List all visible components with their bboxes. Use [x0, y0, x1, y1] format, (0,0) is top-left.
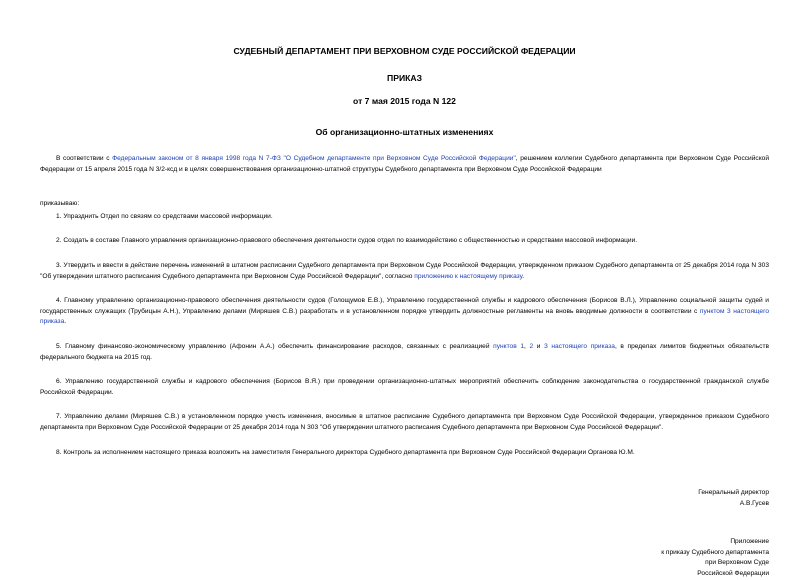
clause-1-link[interactable]: пунктов 1 [493, 342, 525, 350]
intro-text-1: В соответствии с [56, 155, 113, 162]
clause-3-order-link[interactable]: 3 настоящего приказа [544, 342, 615, 350]
item-5-text-1: 5. Главному финансово-экономическому управлению (Афонин А.А.) обеспечить финансирование расходов, связанных с реализацией [56, 342, 494, 350]
signatory-name: А.В.Гусев [739, 499, 769, 507]
item-8: 8. Контроль за исполнением настоящего приказа возложить на заместителя Генерального директора Судебного департамента при Верховном Суде Российской Федерации Органова Ю.М. [56, 448, 635, 456]
clause-2-link[interactable]: 2 [529, 342, 534, 350]
appendix-link[interactable]: приложению к настоящему приказу [414, 272, 523, 280]
item-7: 7. Управлению делами (Миряшев С.В.) в установленном порядке учесть изменения, вносимые в штатное расписание Судебного департамента при Верховном Суде Российской Федерации, утвержденное приказом Судебного департамента при Верховном Суде Российской Федерации от 25 декабря 2014 года N 303 "Об утверждении штатного расписания Судебного департамента при Верховном Суде Российской Федерации". [40, 413, 769, 431]
appendix-line-3: при Верховном Суде [705, 559, 769, 567]
appendix-line-4: Российской Федерации [697, 570, 769, 578]
signatory-position: Генеральный директор [698, 489, 769, 497]
signature-block [40, 488, 769, 509]
item-3 [40, 261, 769, 282]
item-3-text-2: . [522, 272, 525, 280]
intro-paragraph [40, 154, 769, 175]
intro-text-2: , решением коллегии Судебного департамента при Верховном Суде Российской Федерации от 15 апреля 2015 года N 3/2-ксд и в целях совершенствования организационно-штатной структуры Судебного департамента при Верховном Суде Российской Федерации [40, 155, 770, 173]
document-subject: Об организационно-штатных изменениях [315, 127, 494, 137]
item-5 [40, 342, 769, 363]
item-6: 6. Управлению государственной службы и кадрового обеспечения (Борисов В.Я.) при проведении организационно-штатных мероприятий обеспечить соблюдение законодательства о государственной гражданской службе Российской Федерации. [40, 378, 769, 396]
item-5-text-2: , в пределах лимитов бюджетных обязательств федерального бюджета на 2015 год. [40, 342, 769, 361]
federal-law-link[interactable]: Федеральным законом от 8 января 1998 года N 7-ФЗ "О Судебном департаменте при Верховном Суде Российской Федерации" [112, 155, 516, 162]
clause-3-link[interactable]: пунктом 3 настоящего приказа [40, 307, 769, 326]
item-4 [40, 296, 769, 328]
item-4-text-2: . [64, 318, 67, 326]
decree-word: приказываю: [40, 200, 80, 208]
item-5-sep-1: , [524, 342, 530, 350]
appendix-line-1: Приложение [730, 538, 769, 546]
appendix-line-2: к приказу Судебного департамента [661, 548, 769, 556]
item-1: 1. Упразднить Отдел по связям со средствами массовой информации. [56, 212, 273, 220]
organization-title: СУДЕБНЫЙ ДЕПАРТАМЕНТ ПРИ ВЕРХОВНОМ СУДЕ РОССИЙСКОЙ ФЕДЕРАЦИИ [233, 46, 576, 56]
document-date-number: от 7 мая 2015 года N 122 [353, 96, 456, 106]
item-5-sep-2: и [533, 342, 545, 350]
item-3-text-1: 3. Утвердить и ввести в действие перечень изменений в штатном расписании Судебного департамента при Верховном Суде Российской Федерации, утвержденном приказом Судебного департамента от 25 декабря 2014 года N 303 "Об утверждении штатного расписания Судебного департамента при Верховном Суде Российской Федерации", согласно [40, 261, 769, 280]
document-type: ПРИКАЗ [387, 73, 422, 83]
appendix-header [40, 537, 769, 579]
item-2: 2. Создать в составе Главного управления организационно-правового обеспечения деятельности судов отдел по взаимодействию с общественностью и средствами массовой информации. [56, 237, 638, 245]
item-4-text-1: 4. Главному управлению организационно-правового обеспечения деятельности судов (Голощумов Е.В.), Управлению государственной службы и кадрового обеспечения (Борисов В.Л.), Управлению социальной защиты судей и государственных служащих (Трубицын А.Н.), Управлению делами (Миряшев С.В.) разработать и в установленном порядке утвердить должностные регламенты на вновь вводимые должности в соответствии с [40, 297, 769, 315]
